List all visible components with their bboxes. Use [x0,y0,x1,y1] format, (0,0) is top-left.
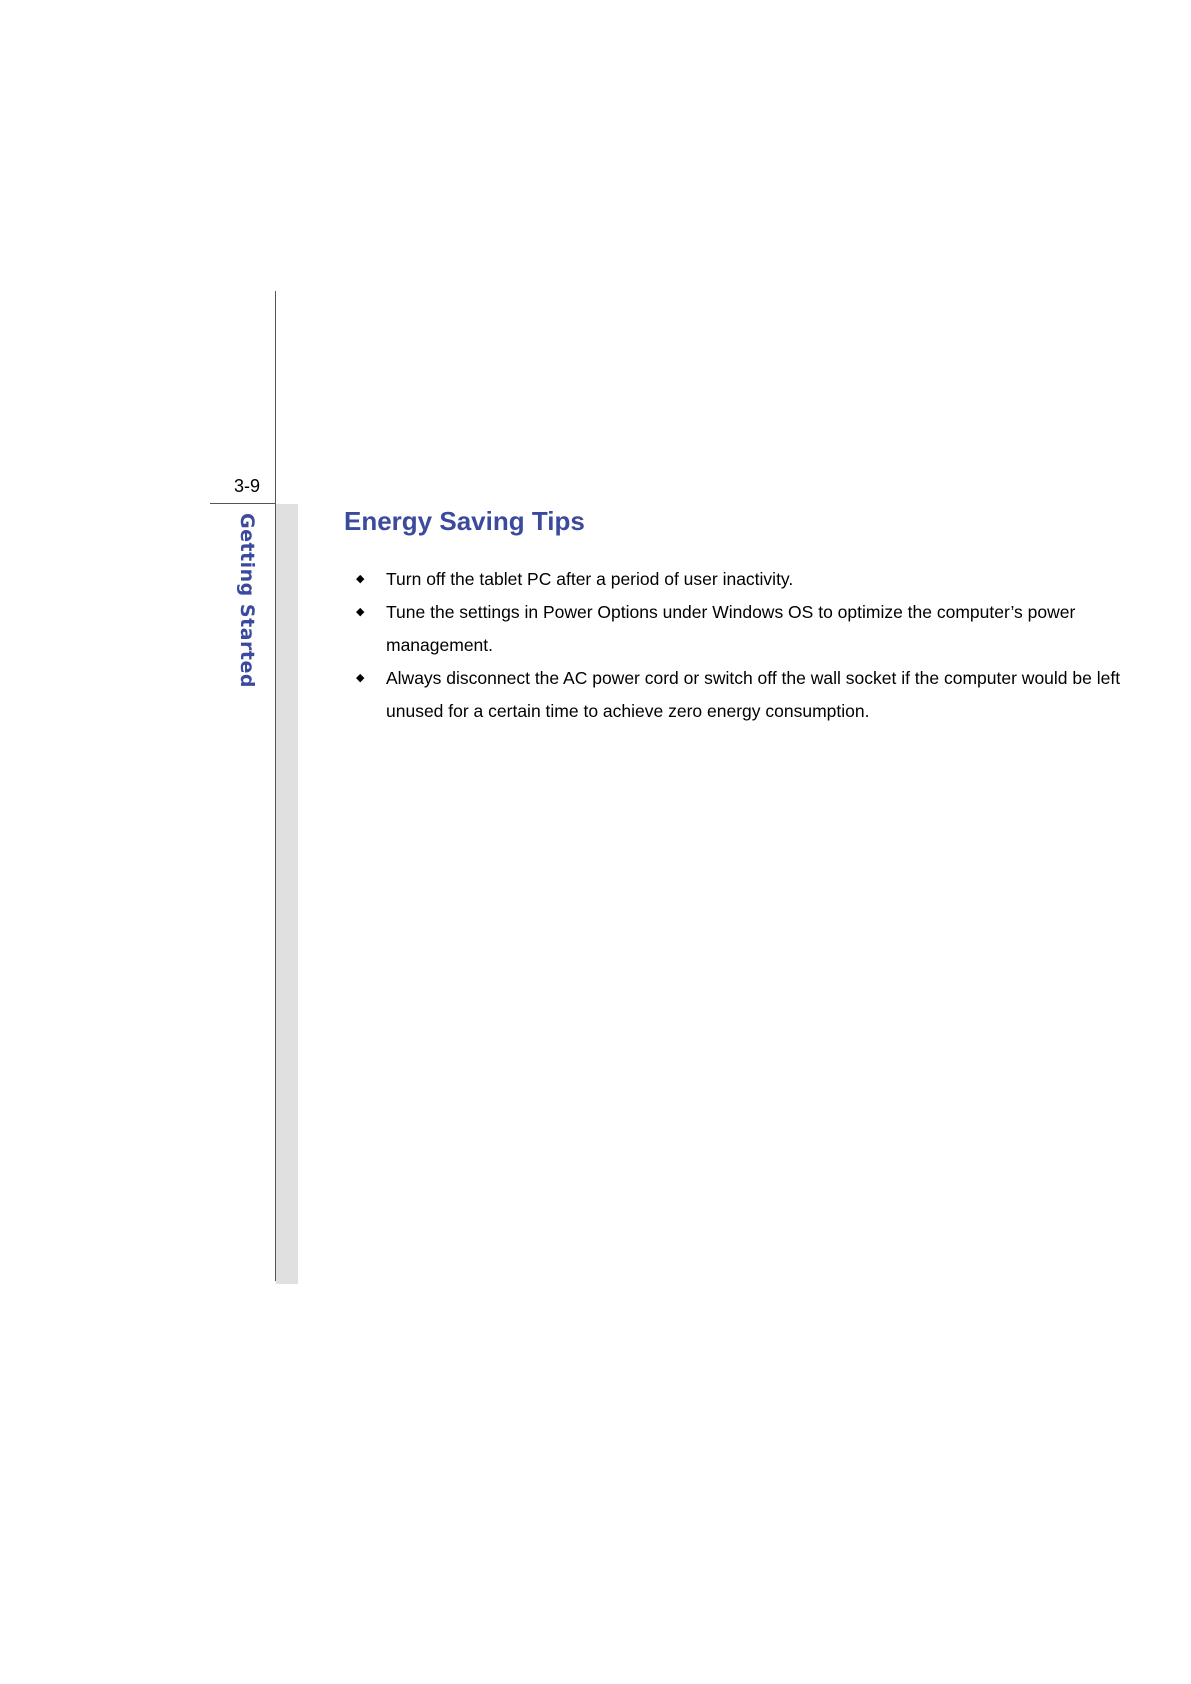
margin-gray-band [276,504,298,1284]
diamond-bullet-icon: ◆ [356,606,365,618]
tip-text: Turn off the tablet PC after a period of user inactivity. [386,569,794,589]
diamond-bullet-icon: ◆ [356,573,365,585]
chapter-side-label: Getting Started [236,513,258,688]
page-number-rule [210,503,276,504]
section-title: Energy Saving Tips [344,506,585,536]
diamond-bullet-icon: ◆ [356,672,365,684]
list-item [344,662,1124,728]
page-number: 3-9 [233,476,260,496]
list-item [344,563,1124,596]
list-item [344,596,1124,662]
tip-text: Tune the settings in Power Options under Windows OS to optimize the computer’s power management. [386,602,1076,655]
tip-text: Always disconnect the AC power cord or switch off the wall socket if the computer would be left unused for a certain time to achieve zero energy consumption. [386,668,1121,721]
energy-tips-list [344,563,1124,728]
